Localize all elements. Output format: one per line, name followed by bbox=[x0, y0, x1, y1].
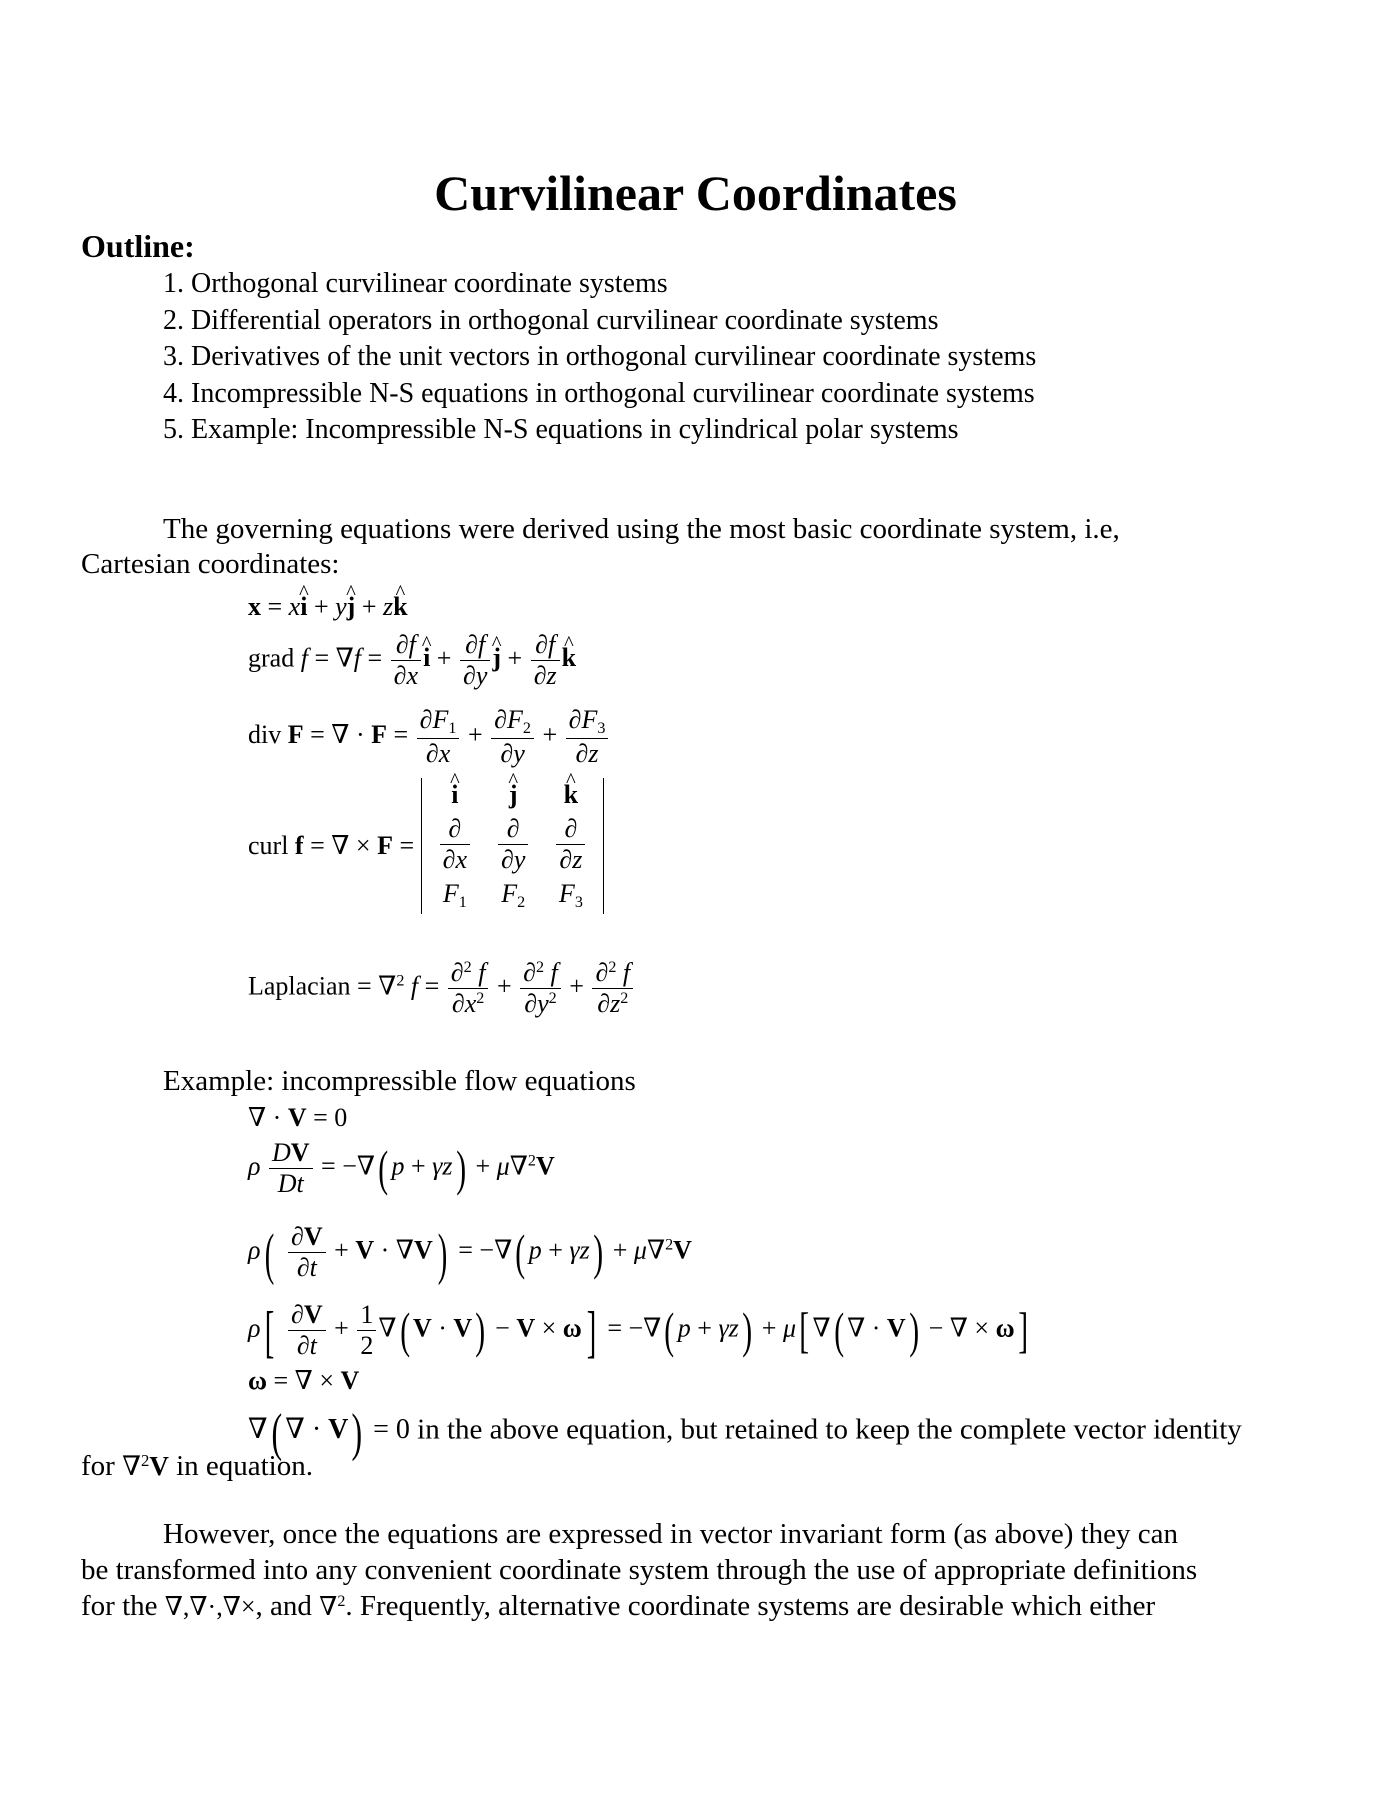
outline-item: 2. Differential operators in orthogonal curvilinear coordinate systems bbox=[163, 305, 939, 336]
example-heading: Example: incompressible flow equations bbox=[163, 1065, 636, 1097]
gradient-equation: grad f = ∇f = $\frac{\partial f}{\partial x}$ ^ i + $\frac{\partial f}{\partial y}$ ^ j + $\frac{\partial f}{\partial z}$ ^ k bbox=[248, 630, 576, 691]
closing-line-2: be transformed into any convenient coordinate system through the use of appropriate definitions bbox=[81, 1554, 1198, 1586]
outline-item: 3. Derivatives of the unit vectors in orthogonal curvilinear coordinate systems bbox=[163, 341, 1037, 372]
closing-line-3: for the ∇,∇·,∇×, and ∇$^2$. Frequently, alternative coordinate systems are desirable which either bbox=[81, 1590, 1156, 1622]
intro-line-1: The governing equations were derived using the most basic coordinate system, i.e, bbox=[163, 513, 1120, 545]
momentum-equation-vector-identity: ρ[ $\frac{\partial V}{\partial t}$ + $\frac{1}{2}$ ∇( V · V) − V × ω] = −∇( p + γz) + μ[ ∇( ∇ · V) − ∇ × ω] bbox=[248, 1300, 1028, 1365]
curl-label: curl bbox=[248, 830, 289, 860]
intro-line-2: Cartesian coordinates: bbox=[81, 548, 340, 580]
curl-determinant: ^ i ^ j ^ k $\frac{\partial}{\partial x}$ $\frac{\partial}{\partial y}$ $\frac{\partial}{\partial z}$ $F_1$ $F_2$ $F_3$ bbox=[421, 778, 605, 914]
vorticity-equation: ω = ∇ × V bbox=[248, 1366, 360, 1395]
divergence-equation: div F = ∇ · F = $\frac{\partial F_1}{\partial x}$ + $\frac{\partial F_2}{\partial y}$ + $\frac{\partial F_3}{\partial z}$ bbox=[248, 705, 610, 769]
outline-item: 4. Incompressible N-S equations in orthogonal curvilinear coordinate systems bbox=[163, 378, 1035, 409]
outline-heading: Outline: bbox=[81, 228, 195, 264]
position-vector-equation: x = x^ i + y^ j + z^ k bbox=[248, 592, 408, 622]
curl-equation: curl f = ∇ × F = ^ i ^ j ^ k $\frac{\partial}{\partial x}$ $\frac{\partial}{\partial y}$ $\frac{\partial}{\partial z}$ $F_1$ $F_2$ $F_3$ bbox=[248, 778, 604, 914]
document-title: Curvilinear Coordinates bbox=[434, 165, 957, 221]
momentum-equation-convective: ρ( $\frac{\partial V}{\partial t}$ + V · ∇V) = −∇( p + γz) + μ∇$^2$V bbox=[248, 1222, 692, 1287]
laplacian-equation: Laplacian = ∇$^2$ f = $\frac{\partial^2 f}{\partial x^2}$ + $\frac{\partial^2 f}{\partial y^2}$ + $\frac{\partial^2 f}{\partial z^2}$ bbox=[248, 958, 635, 1019]
note-line-2: for ∇$^2$V in equation. bbox=[81, 1450, 313, 1482]
grad-label: grad bbox=[248, 643, 295, 673]
outline-item: 5. Example: Incompressible N-S equations in cylindrical polar systems bbox=[163, 414, 959, 445]
momentum-equation-substantial: ρ $\frac{DV}{Dt}$ = −∇( p + γz) + μ∇$^2$V bbox=[248, 1138, 555, 1198]
continuity-equation: ∇ · V = 0 bbox=[248, 1103, 348, 1132]
outline-item: 1. Orthogonal curvilinear coordinate systems bbox=[163, 268, 668, 299]
note-line-1: ∇( ∇ · V) = 0 in the above equation, but retained to keep the complete vector identity bbox=[248, 1403, 1242, 1462]
closing-line-1: However, once the equations are expressed in vector invariant form (as above) they can bbox=[163, 1518, 1179, 1550]
div-label: div bbox=[248, 720, 282, 750]
laplacian-label: Laplacian bbox=[248, 971, 351, 1001]
